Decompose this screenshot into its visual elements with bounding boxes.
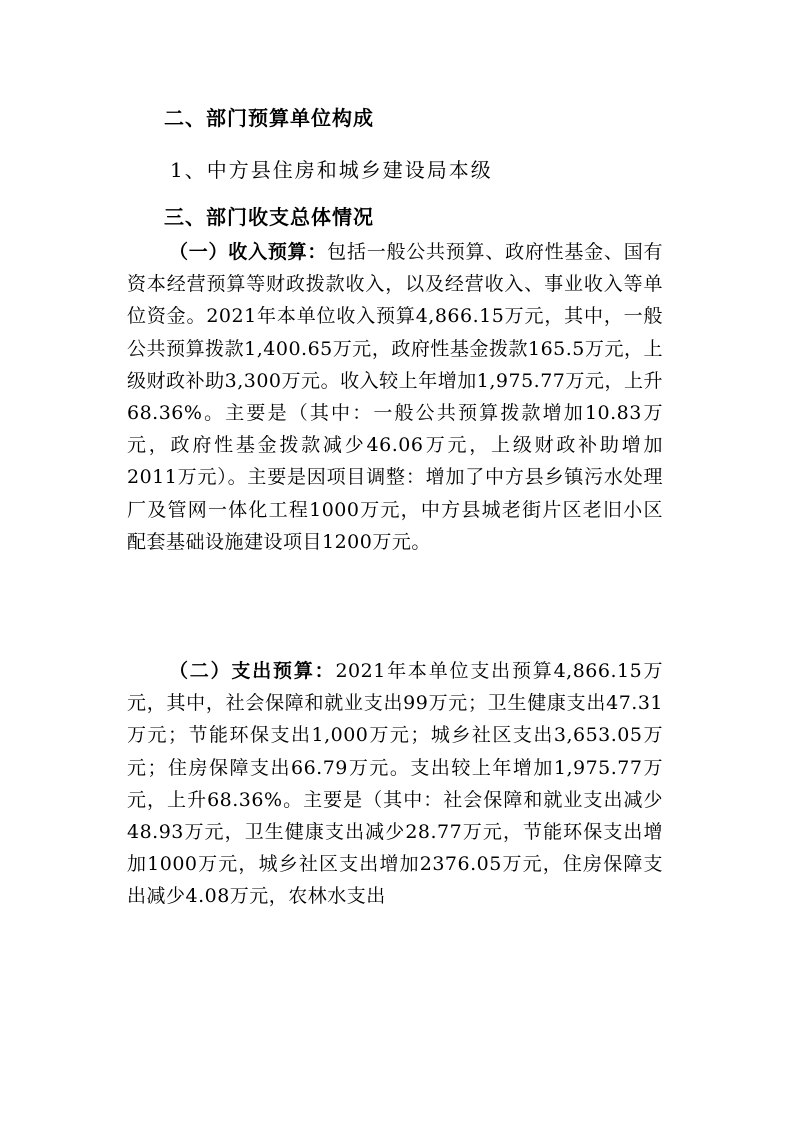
section-heading-budget-units: 二、部门预算单位构成	[164, 106, 374, 130]
expenditure-label: （二）支出预算：	[169, 660, 336, 682]
expenditure-text: 2021年本单位支出预算4,866.15万元，其中，社会保障和就业支出99万元；卫生健康支出47.31万元；节能环保支出1,000万元；城乡社区支出3,653.05万元；住房保障支出66.79万元。支出较上年增加1,975.77万元，上升68.36%。主要是（其中：社会保障和就业支出减少48.93万元，卫生健康支出减少28.77万元，节能环保支出增加1000万元，城乡社区支出增加2376.05万元，住房保障支出减少4.08万元，农林水支出	[127, 660, 663, 908]
section-heading-overview: 三、部门收支总体情况	[164, 205, 374, 229]
income-paragraph	[127, 236, 663, 558]
expenditure-paragraph	[127, 655, 663, 913]
income-label: （一）收入预算：	[169, 241, 328, 263]
budget-unit-item: 1、中方县住房和城乡建设局本级	[170, 158, 493, 182]
income-text: 包括一般公共预算、政府性基金、国有资本经营预算等财政拨款收入，以及经营收入、事业收入等单位资金。2021年本单位收入预算4,866.15万元，其中，一般公共预算拨款1,400.65万元，政府性基金拨款165.5万元，上级财政补助3,300万元。收入较上年增加1,975.77万元，上升68.36%。主要是（其中：一般公共预算拨款增加10.83万元，政府性基金拨款减少46.06万元，上级财政补助增加2011万元）。主要是因项目调整：增加了中方县乡镇污水处理厂及管网一体化工程1000万元，中方县城老街片区老旧小区配套基础设施建设项目1200万元。	[127, 241, 663, 553]
